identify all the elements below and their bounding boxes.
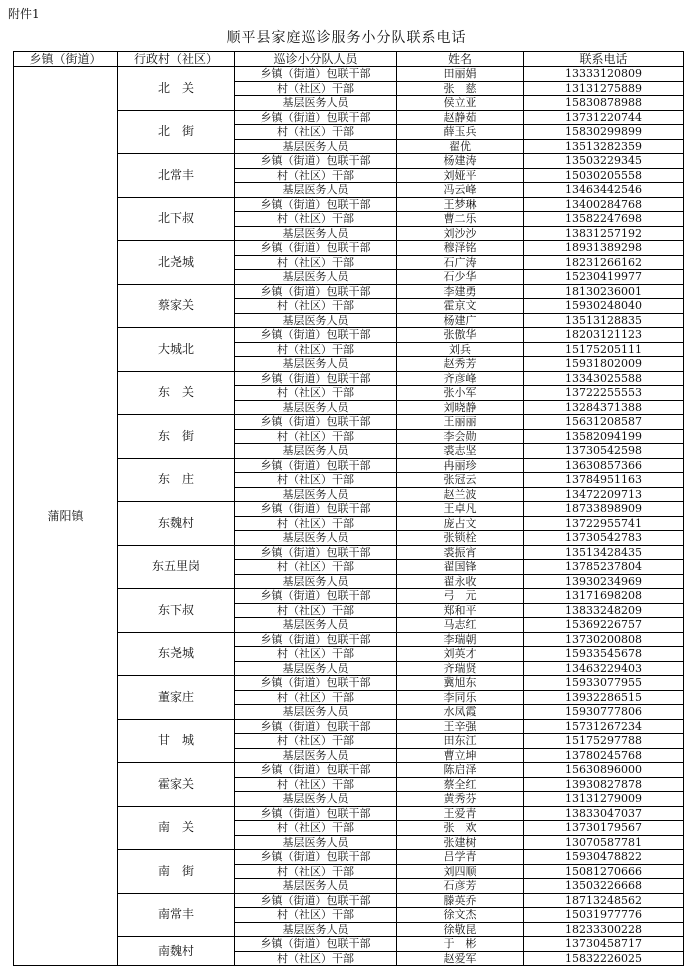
- role-cell: 基层医务人员: [235, 400, 397, 415]
- header-village: 行政村（社区）: [118, 52, 235, 67]
- role-cell: 乡镇（街道）包联干部: [235, 589, 397, 604]
- phone-cell: 15832226025: [524, 951, 684, 966]
- role-cell: 基层医务人员: [235, 183, 397, 198]
- phone-cell: 13630857366: [524, 458, 684, 473]
- phone-cell: 13730200808: [524, 632, 684, 647]
- phone-cell: 13503229345: [524, 154, 684, 169]
- phone-cell: 15830878988: [524, 96, 684, 111]
- phone-cell: 15030205558: [524, 168, 684, 183]
- phone-cell: 15930478822: [524, 850, 684, 865]
- table-body: [14, 67, 684, 966]
- member-name-cell: 赵爱军: [397, 951, 524, 966]
- role-cell: 乡镇（街道）包联干部: [235, 893, 397, 908]
- header-name: 姓名: [397, 52, 524, 67]
- phone-cell: 15631208587: [524, 415, 684, 430]
- village-cell: 董家庄: [118, 676, 235, 720]
- member-name-cell: 王丽丽: [397, 415, 524, 430]
- phone-cell: 18203121123: [524, 328, 684, 343]
- role-cell: 基层医务人员: [235, 792, 397, 807]
- member-name-cell: 黄秀芬: [397, 792, 524, 807]
- phone-cell: 15031977776: [524, 908, 684, 923]
- member-name-cell: 王爱青: [397, 806, 524, 821]
- member-name-cell: 刘沙沙: [397, 226, 524, 241]
- role-cell: 基层医务人员: [235, 661, 397, 676]
- phone-cell: 13472209713: [524, 487, 684, 502]
- member-name-cell: 冀旭东: [397, 676, 524, 691]
- phone-cell: 13131275889: [524, 81, 684, 96]
- role-cell: 乡镇（街道）包联干部: [235, 110, 397, 125]
- phone-cell: 18931389298: [524, 241, 684, 256]
- phone-cell: 13930827878: [524, 777, 684, 792]
- phone-cell: 13582094199: [524, 429, 684, 444]
- role-cell: 基层医务人员: [235, 618, 397, 633]
- role-cell: 基层医务人员: [235, 487, 397, 502]
- village-cell: 北尧城: [118, 241, 235, 285]
- member-name-cell: 李同乐: [397, 690, 524, 705]
- member-name-cell: 翟优: [397, 139, 524, 154]
- header-team-role: 巡诊小分队人员: [235, 52, 397, 67]
- role-cell: 基层医务人员: [235, 748, 397, 763]
- village-cell: 北下叔: [118, 197, 235, 241]
- role-cell: 乡镇（街道）包联干部: [235, 850, 397, 865]
- role-cell: 基层医务人员: [235, 705, 397, 720]
- phone-cell: 15175297788: [524, 734, 684, 749]
- role-cell: 基层医务人员: [235, 531, 397, 546]
- role-cell: 乡镇（街道）包联干部: [235, 328, 397, 343]
- role-cell: 乡镇（街道）包联干部: [235, 632, 397, 647]
- phone-cell: 13343025588: [524, 371, 684, 386]
- phone-cell: 15930248040: [524, 299, 684, 314]
- member-name-cell: 张小军: [397, 386, 524, 401]
- member-name-cell: 弓 元: [397, 589, 524, 604]
- member-name-cell: 杨建广: [397, 313, 524, 328]
- member-name-cell: 陈启泽: [397, 763, 524, 778]
- member-name-cell: 杨建涛: [397, 154, 524, 169]
- member-name-cell: 裘志坚: [397, 444, 524, 459]
- role-cell: 村（社区）干部: [235, 125, 397, 140]
- member-name-cell: 霍京文: [397, 299, 524, 314]
- member-name-cell: 刘英才: [397, 647, 524, 662]
- village-cell: 东下叔: [118, 589, 235, 633]
- phone-cell: 13513282359: [524, 139, 684, 154]
- role-cell: 乡镇（街道）包联干部: [235, 719, 397, 734]
- role-cell: 基层医务人员: [235, 139, 397, 154]
- member-name-cell: 张 欢: [397, 821, 524, 836]
- member-name-cell: 徐敬昆: [397, 922, 524, 937]
- role-cell: 村（社区）干部: [235, 821, 397, 836]
- member-name-cell: 吕学青: [397, 850, 524, 865]
- member-name-cell: 赵兰波: [397, 487, 524, 502]
- phone-cell: 13784951163: [524, 473, 684, 488]
- member-name-cell: 曹二乐: [397, 212, 524, 227]
- village-cell: 东魏村: [118, 502, 235, 546]
- phone-cell: 18733898909: [524, 502, 684, 517]
- member-name-cell: 曹立坤: [397, 748, 524, 763]
- table-row: [14, 67, 684, 82]
- village-cell: 东 街: [118, 415, 235, 459]
- phone-cell: 13722955741: [524, 516, 684, 531]
- role-cell: 村（社区）干部: [235, 908, 397, 923]
- phone-cell: 18231266162: [524, 255, 684, 270]
- header-phone: 联系电话: [524, 52, 684, 67]
- phone-cell: 13785237804: [524, 560, 684, 575]
- village-cell: 南 街: [118, 850, 235, 894]
- member-name-cell: 庞占文: [397, 516, 524, 531]
- role-cell: 基层医务人员: [235, 313, 397, 328]
- phone-cell: 13513128835: [524, 313, 684, 328]
- phone-cell: 13730542598: [524, 444, 684, 459]
- village-cell: 北 关: [118, 67, 235, 111]
- phone-cell: 15175205111: [524, 342, 684, 357]
- phone-cell: 15933545678: [524, 647, 684, 662]
- member-name-cell: 张傲华: [397, 328, 524, 343]
- phone-cell: 13932286515: [524, 690, 684, 705]
- member-name-cell: 翟永收: [397, 574, 524, 589]
- page-title: 顺平县家庭巡诊服务小分队联系电话: [226, 30, 467, 46]
- member-name-cell: 田东江: [397, 734, 524, 749]
- phone-cell: 13503226668: [524, 879, 684, 894]
- township-cell: 蒲阳镇: [14, 67, 118, 966]
- phone-cell: 13131279009: [524, 792, 684, 807]
- role-cell: 村（社区）干部: [235, 429, 397, 444]
- member-name-cell: 薛玉兵: [397, 125, 524, 140]
- member-name-cell: 水凤霞: [397, 705, 524, 720]
- village-cell: 甘 城: [118, 719, 235, 763]
- role-cell: 乡镇（街道）包联干部: [235, 545, 397, 560]
- member-name-cell: 王辛强: [397, 719, 524, 734]
- member-name-cell: 刘晓静: [397, 400, 524, 415]
- phone-cell: 13833248209: [524, 603, 684, 618]
- village-cell: 南 关: [118, 806, 235, 850]
- member-name-cell: 王卓凡: [397, 502, 524, 517]
- member-name-cell: 李会勋: [397, 429, 524, 444]
- member-name-cell: 刘四顺: [397, 864, 524, 879]
- role-cell: 基层医务人员: [235, 444, 397, 459]
- role-cell: 基层医务人员: [235, 96, 397, 111]
- role-cell: 村（社区）干部: [235, 647, 397, 662]
- role-cell: 基层医务人员: [235, 879, 397, 894]
- role-cell: 乡镇（街道）包联干部: [235, 806, 397, 821]
- phone-cell: 15230419977: [524, 270, 684, 285]
- member-name-cell: 石彦芳: [397, 879, 524, 894]
- member-name-cell: 田丽娟: [397, 67, 524, 82]
- phone-cell: 15933077955: [524, 676, 684, 691]
- phone-cell: 13513428435: [524, 545, 684, 560]
- role-cell: 基层医务人员: [235, 226, 397, 241]
- role-cell: 村（社区）干部: [235, 603, 397, 618]
- role-cell: 村（社区）干部: [235, 255, 397, 270]
- member-name-cell: 赵静茹: [397, 110, 524, 125]
- role-cell: 村（社区）干部: [235, 473, 397, 488]
- phone-cell: 18713248562: [524, 893, 684, 908]
- phone-cell: 15930777806: [524, 705, 684, 720]
- phone-cell: 15369226757: [524, 618, 684, 633]
- phone-cell: 13171698208: [524, 589, 684, 604]
- village-cell: 东 关: [118, 371, 235, 415]
- role-cell: 村（社区）干部: [235, 81, 397, 96]
- role-cell: 乡镇（街道）包联干部: [235, 241, 397, 256]
- member-name-cell: 张 慈: [397, 81, 524, 96]
- village-cell: 大城北: [118, 328, 235, 372]
- table-header-row: [14, 52, 684, 67]
- role-cell: 乡镇（街道）包联干部: [235, 67, 397, 82]
- phone-cell: 13400284768: [524, 197, 684, 212]
- member-name-cell: 滕英乔: [397, 893, 524, 908]
- role-cell: 村（社区）干部: [235, 516, 397, 531]
- role-cell: 村（社区）干部: [235, 777, 397, 792]
- phone-cell: 15081270666: [524, 864, 684, 879]
- phone-cell: 13731220744: [524, 110, 684, 125]
- phone-cell: 13780245768: [524, 748, 684, 763]
- phone-cell: 13333120809: [524, 67, 684, 82]
- role-cell: 乡镇（街道）包联干部: [235, 937, 397, 952]
- village-cell: 北 街: [118, 110, 235, 154]
- phone-cell: 13831257192: [524, 226, 684, 241]
- phone-cell: 15931802009: [524, 357, 684, 372]
- role-cell: 村（社区）干部: [235, 734, 397, 749]
- member-name-cell: 蔡全红: [397, 777, 524, 792]
- role-cell: 乡镇（街道）包联干部: [235, 502, 397, 517]
- member-name-cell: 石广涛: [397, 255, 524, 270]
- attachment-label: 附件1: [8, 7, 40, 21]
- member-name-cell: 裘振宵: [397, 545, 524, 560]
- village-cell: 东尧城: [118, 632, 235, 676]
- phone-cell: 13722255553: [524, 386, 684, 401]
- role-cell: 乡镇（街道）包联干部: [235, 371, 397, 386]
- role-cell: 村（社区）干部: [235, 386, 397, 401]
- phone-cell: 18233300228: [524, 922, 684, 937]
- phone-cell: 15630896000: [524, 763, 684, 778]
- phone-cell: 13930234969: [524, 574, 684, 589]
- role-cell: 乡镇（街道）包联干部: [235, 284, 397, 299]
- village-cell: 霍家关: [118, 763, 235, 807]
- member-name-cell: 李瑞朝: [397, 632, 524, 647]
- member-name-cell: 张冠云: [397, 473, 524, 488]
- member-name-cell: 郑和平: [397, 603, 524, 618]
- role-cell: 乡镇（街道）包联干部: [235, 154, 397, 169]
- member-name-cell: 侯立亚: [397, 96, 524, 111]
- member-name-cell: 翟国锋: [397, 560, 524, 575]
- village-cell: 南魏村: [118, 937, 235, 966]
- member-name-cell: 李建勇: [397, 284, 524, 299]
- phone-cell: 15731267234: [524, 719, 684, 734]
- role-cell: 乡镇（街道）包联干部: [235, 458, 397, 473]
- role-cell: 村（社区）干部: [235, 299, 397, 314]
- role-cell: 基层医务人员: [235, 270, 397, 285]
- phone-cell: 13463442546: [524, 183, 684, 198]
- member-name-cell: 张锁栓: [397, 531, 524, 546]
- phone-cell: 13582247698: [524, 212, 684, 227]
- phone-cell: 13833047037: [524, 806, 684, 821]
- member-name-cell: 王梦琳: [397, 197, 524, 212]
- member-name-cell: 张建树: [397, 835, 524, 850]
- member-name-cell: 齐瑞贤: [397, 661, 524, 676]
- member-name-cell: 冯云峰: [397, 183, 524, 198]
- village-cell: 东五里岗: [118, 545, 235, 589]
- village-cell: 蔡家关: [118, 284, 235, 328]
- role-cell: 村（社区）干部: [235, 864, 397, 879]
- role-cell: 基层医务人员: [235, 922, 397, 937]
- member-name-cell: 赵秀芳: [397, 357, 524, 372]
- role-cell: 乡镇（街道）包联干部: [235, 763, 397, 778]
- role-cell: 基层医务人员: [235, 835, 397, 850]
- member-name-cell: 石少华: [397, 270, 524, 285]
- village-cell: 南常丰: [118, 893, 235, 937]
- role-cell: 村（社区）干部: [235, 690, 397, 705]
- role-cell: 村（社区）干部: [235, 212, 397, 227]
- member-name-cell: 徐文杰: [397, 908, 524, 923]
- phone-cell: 13284371388: [524, 400, 684, 415]
- member-name-cell: 马志红: [397, 618, 524, 633]
- village-cell: 北常丰: [118, 154, 235, 198]
- header-township: 乡镇（街道）: [14, 52, 118, 67]
- phone-cell: 13730542783: [524, 531, 684, 546]
- member-name-cell: 刘兵: [397, 342, 524, 357]
- role-cell: 乡镇（街道）包联干部: [235, 676, 397, 691]
- member-name-cell: 于 彬: [397, 937, 524, 952]
- contact-table: [13, 51, 684, 966]
- village-cell: 东 庄: [118, 458, 235, 502]
- role-cell: 村（社区）干部: [235, 168, 397, 183]
- member-name-cell: 齐彦峰: [397, 371, 524, 386]
- phone-cell: 13070587781: [524, 835, 684, 850]
- role-cell: 基层医务人员: [235, 357, 397, 372]
- role-cell: 村（社区）干部: [235, 560, 397, 575]
- role-cell: 村（社区）干部: [235, 342, 397, 357]
- phone-cell: 13730179567: [524, 821, 684, 836]
- member-name-cell: 冉丽珍: [397, 458, 524, 473]
- phone-cell: 13463229403: [524, 661, 684, 676]
- member-name-cell: 穆泽铭: [397, 241, 524, 256]
- member-name-cell: 刘娅平: [397, 168, 524, 183]
- phone-cell: 15830299899: [524, 125, 684, 140]
- role-cell: 村（社区）干部: [235, 951, 397, 966]
- role-cell: 乡镇（街道）包联干部: [235, 197, 397, 212]
- phone-cell: 18130236001: [524, 284, 684, 299]
- role-cell: 基层医务人员: [235, 574, 397, 589]
- role-cell: 乡镇（街道）包联干部: [235, 415, 397, 430]
- phone-cell: 13730458717: [524, 937, 684, 952]
